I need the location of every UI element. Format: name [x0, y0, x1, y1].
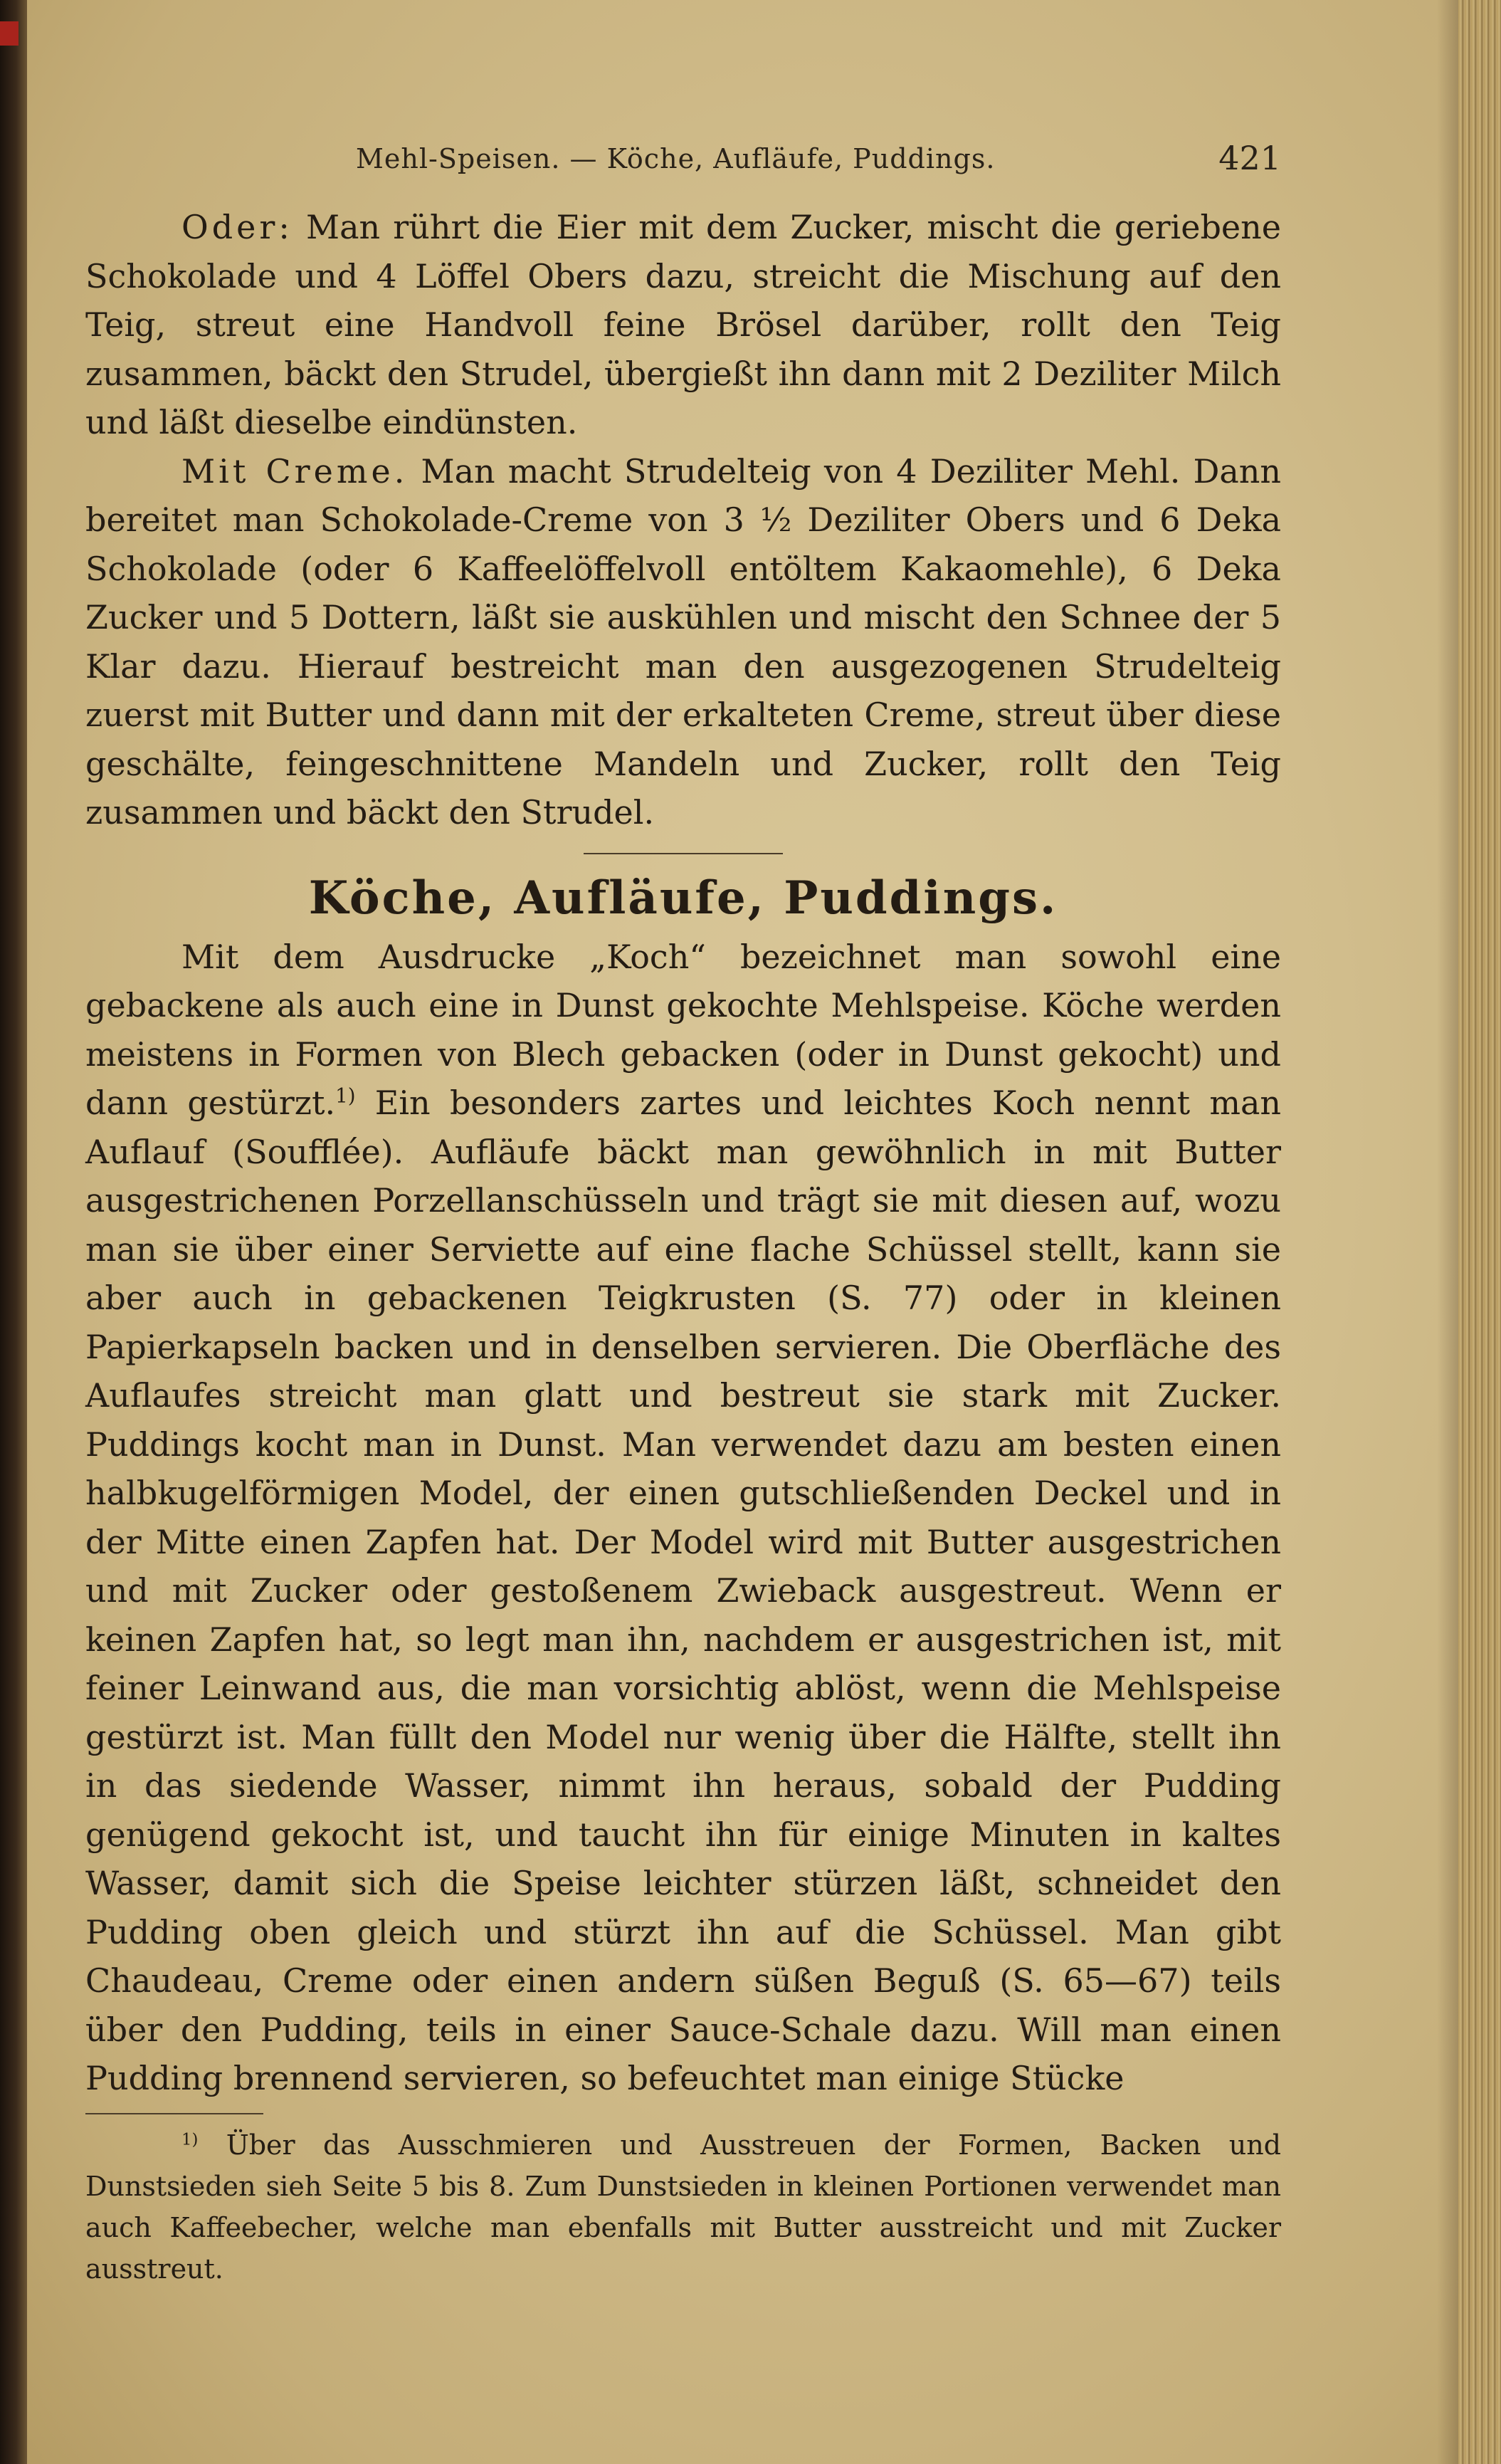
- page-edges: [1458, 0, 1501, 2464]
- paragraph-text: Mit dem Ausdrucke „Koch“ bezeichnet man sowohl eine gebackene als auch eine in Dunst gekochte Mehlspeise. Köche werden meistens in Formen von Blech gebacken (oder in Dunst gekocht) und dann gestürzt.: [85, 937, 1281, 1122]
- paragraph-text: Man macht Strudelteig von 4 Deziliter Mehl. Dann bereitet man Schokolade-Creme von 3 ½ Deziliter Obers und 6 Deka Schokolade (oder 6 Kaffeelöffelvoll entöltem Kakaomehle), 6 Deka Zucker und 5 Dottern, läßt sie auskühlen und mischt den Schnee der 5 Klar dazu. Hierauf bestreicht man den ausgezogenen Strudelteig zuerst mit Butter und dann mit der erkalteten Creme, streut über diese geschälte, feingeschnittene Mandeln und Zucker, rollt den Teig zusammen und bäckt den Strudel.: [85, 451, 1282, 832]
- paragraph-section-intro: [85, 933, 1281, 2103]
- footnote-marker: 1): [181, 2129, 199, 2149]
- section-divider: [584, 853, 783, 854]
- page-number: 421: [1218, 139, 1281, 177]
- book-binding: [0, 0, 27, 2464]
- paragraph-oder: [85, 203, 1281, 447]
- binding-bookmark-ribbon: [0, 21, 19, 46]
- section-heading: Köche, Aufläufe, Puddings.: [308, 871, 1058, 925]
- footnote-text: Über das Ausschmieren und Ausstreuen der Formen, Backen und Dunstsieden sieh Seite 5 bis 8. Zum Dunstsieden in kleinen Portionen verwendet man auch Kaffeebecher, welche man ebenfalls mit Butter ausstreicht und mit Zucker ausstreut.: [85, 2129, 1281, 2285]
- running-title: Mehl-Speisen. — Köche, Aufläufe, Puddings.: [356, 143, 996, 174]
- page-edge-shadow: [1437, 0, 1458, 2464]
- page-header: [356, 139, 1281, 182]
- footnote: [85, 2124, 1281, 2290]
- footnote-rule: [85, 2113, 263, 2114]
- footnote-reference[interactable]: 1): [335, 1084, 356, 1108]
- paragraph-lead: Oder:: [181, 208, 293, 246]
- paragraph-text: Man rührt die Eier mit dem Zucker, mischt die geriebene Schokolade und 4 Löffel Obers dazu, streicht die Mischung auf den Teig, streut eine Handvoll feine Brösel darüber, rollt den Teig zusammen, bäckt den Strudel, übergießt ihn dann mit 2 Deziliter Milch und läßt dieselbe eindünsten.: [85, 208, 1282, 441]
- paragraph-lead: Mit Creme.: [181, 451, 409, 491]
- page-body: [85, 203, 1281, 2290]
- paragraph-text: Ein besonders zartes und leichtes Koch nennt man Auflauf (Soufflée). Aufläufe bäckt man gewöhnlich in mit Butter ausgestrichenen Porzellanschüsseln und trägt sie mit diesen auf, wozu man sie über einer Serviette auf eine flache Schüssel stellt, kann sie aber auch in gebackenen Teigkrusten (S. 77) oder in kleinen Papierkapseln backen und in denselben servieren. Die Oberfläche des Auflaufes streicht man glatt und bestreut sie stark mit Zucker. Puddings kocht man in Dunst. Man verwendet dazu am besten einen halbkugelförmigen Model, der einen gutschließenden Deckel und in der Mitte einen Zapfen hat. Der Model wird mit Butter ausgestrichen und mit Zucker oder gestoßenem Zwieback ausgestreut. Wenn er keinen Zapfen hat, so legt man ihn, nachdem er ausgestrichen ist, mit feiner Leinwand aus, die man vorsichtig ablöst, wenn die Mehlspeise gestürzt ist. Man füllt den Model nur wenig über die Hälfte, stellt ihn in das siedende Wasser, nimmt ihn heraus, sobald der Pudding genügend gekocht ist, und taucht ihn für einige Minuten in kaltes Wasser, damit sich die Speise leichter stürzen läßt, schneidet den Pudding oben gleich und stürzt ihn auf die Schüssel. Man gibt Chaudeau, Creme oder einen andern süßen Beguß (S. 65—67) teils über den Pudding, teils in einer Sauce-Schale dazu. Will man einen Pudding brennend servieren, so befeuchtet man einige Stücke: [85, 1084, 1282, 2097]
- paragraph-mit-creme: [85, 447, 1281, 837]
